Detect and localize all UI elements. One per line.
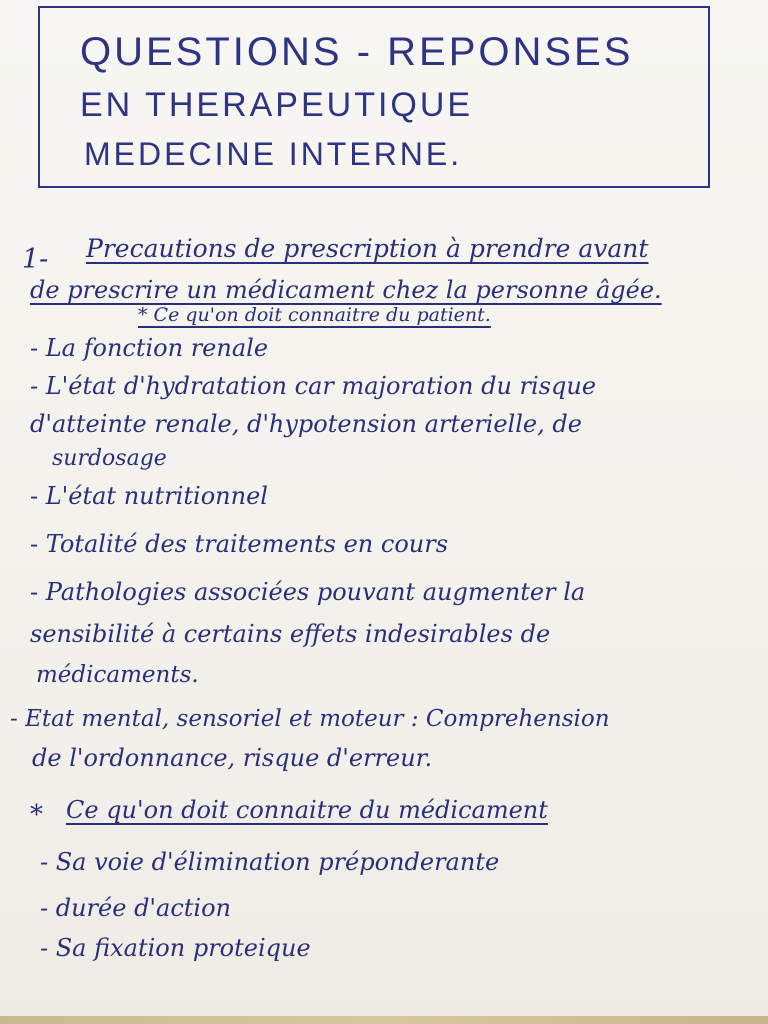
table-edge [0, 1016, 768, 1024]
drug-subheading-marker: * [30, 800, 43, 830]
drug-item: - Sa fixation proteique [40, 934, 311, 962]
title-line-1: QUESTIONS - REPONSES [80, 30, 634, 74]
drug-item: - durée d'action [40, 894, 232, 922]
patient-item: - L'état d'hydratation car majoration du risque [30, 372, 597, 400]
patient-item: sensibilité à certains effets indesirables de [30, 620, 551, 648]
patient-item: - Etat mental, sensoriel et moteur : Comprehension [10, 706, 610, 732]
patient-item: médicaments. [36, 662, 199, 688]
section-heading-line-1: Precautions de prescription à prendre avant [86, 234, 649, 263]
patient-item: - Totalité des traitements en cours [30, 530, 449, 558]
patient-item: surdosage [52, 446, 167, 471]
patient-item: - L'état nutritionnel [30, 482, 268, 510]
title-line-3: MEDECINE INTERNE. [84, 136, 463, 172]
patient-item: - La fonction renale [30, 334, 269, 362]
title-box [38, 6, 710, 188]
title-line-2: EN THERAPEUTIQUE [80, 86, 474, 124]
drug-subheading: Ce qu'on doit connaitre du médicament [66, 796, 548, 824]
patient-item: d'atteinte renale, d'hypotension arterielle, de [30, 410, 582, 438]
section-number: 1- [22, 244, 49, 275]
drug-item: - Sa voie d'élimination préponderante [40, 848, 500, 876]
patient-subheading: * Ce qu'on doit connaitre du patient. [138, 304, 491, 326]
patient-item: - Pathologies associées pouvant augmenter la [30, 578, 586, 606]
section-heading-line-2: de prescrire un médicament chez la personne âgée. [30, 276, 662, 304]
patient-item: de l'ordonnance, risque d'erreur. [32, 744, 433, 772]
